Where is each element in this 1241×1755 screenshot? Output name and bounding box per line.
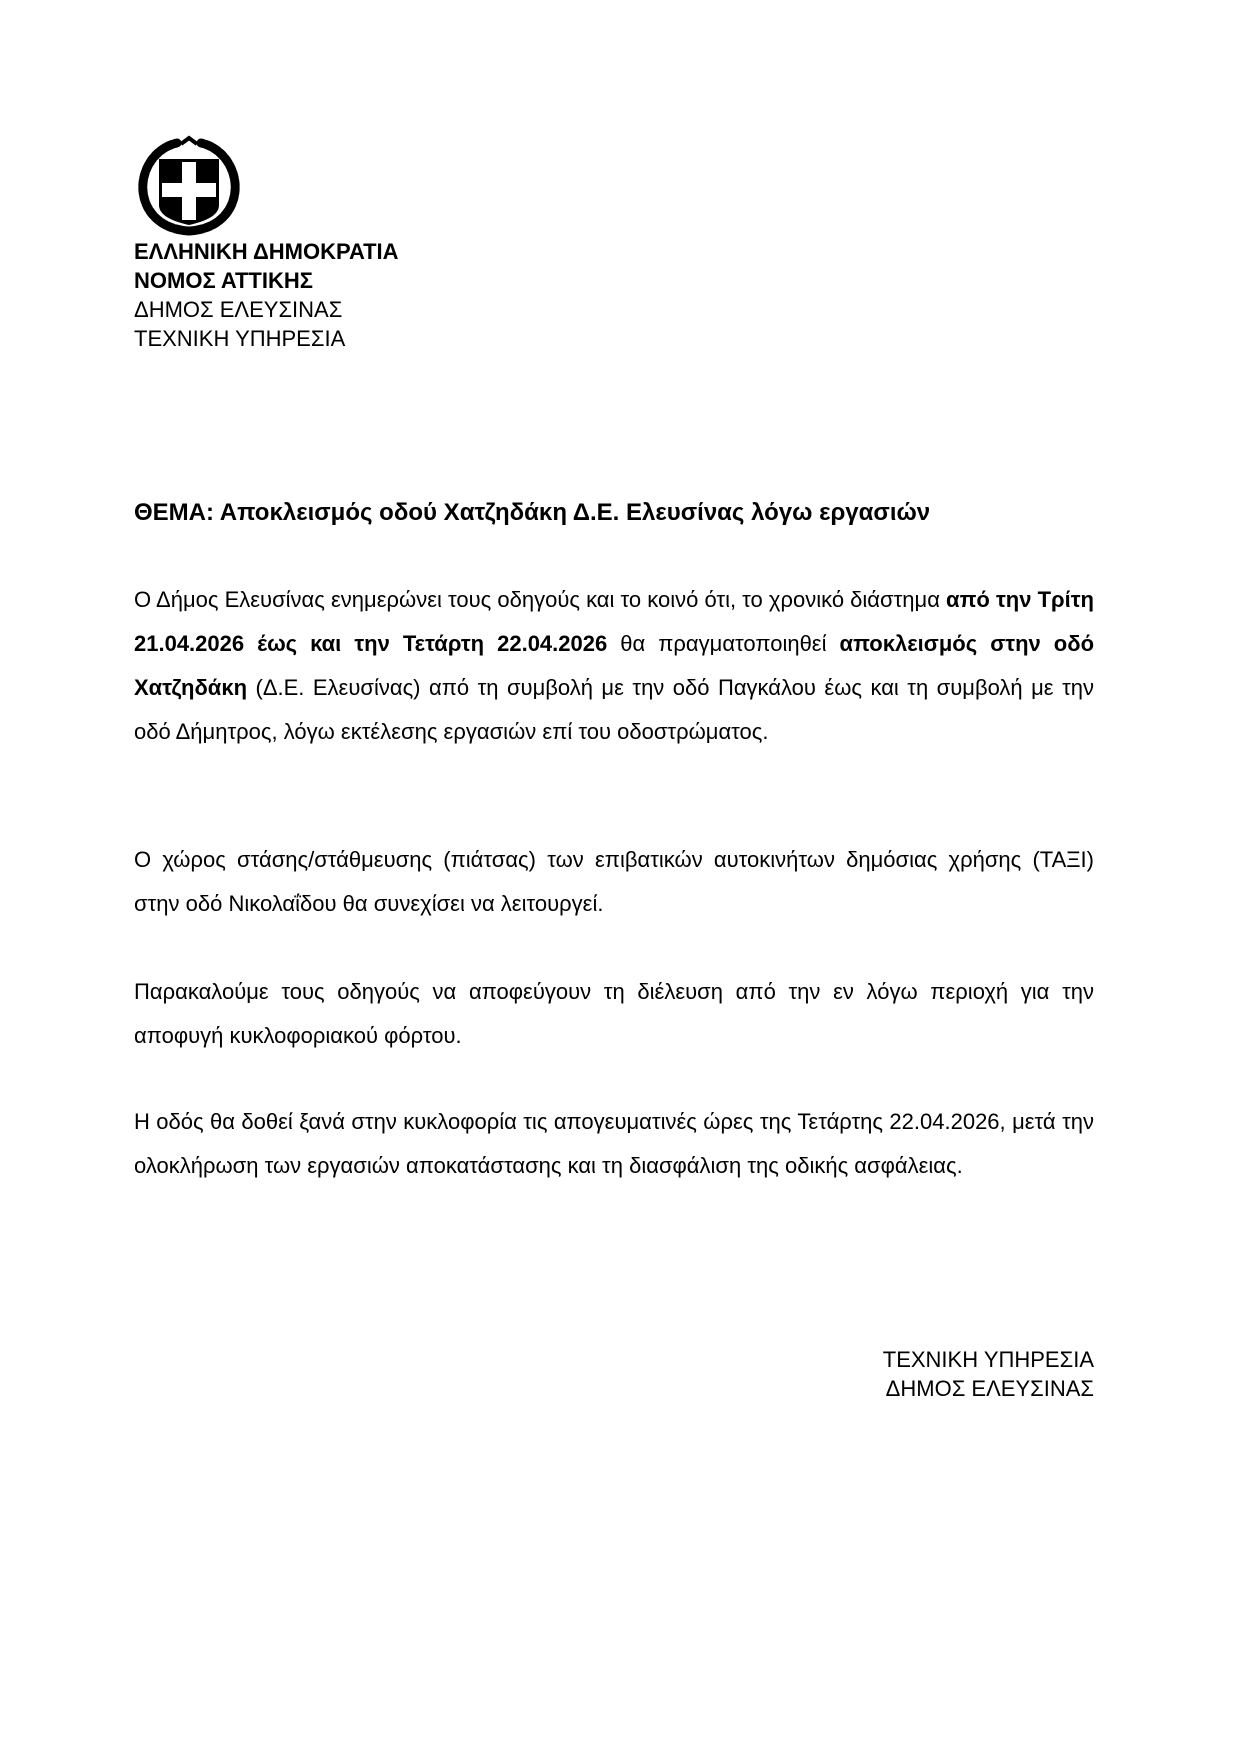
signature-municipality: ΔΗΜΟΣ ΕΛΕΥΣΙΝΑΣ bbox=[885, 1376, 1094, 1401]
subject-heading: ΘΕΜΑ: Αποκλεισμός οδού Χατζηδάκη Δ.Ε. Ελευσίνας λόγω εργασιών bbox=[134, 499, 931, 526]
signature-department: ΤΕΧΝΙΚΗ ΥΠΗΡΕΣΙΑ bbox=[882, 1347, 1094, 1372]
closure-dates: από την Τρίτη 21.04.2026 έως και την Τετάρτη 22.04.2026 bbox=[134, 587, 1094, 656]
paragraph-text: Ο Δήμος Ελευσίνας ενημερώνει τους οδηγούς και το κοινό ότι, το χρονικό διάστημα bbox=[134, 587, 947, 612]
letterhead bbox=[134, 237, 399, 353]
letterhead-country: ΕΛΛΗΝΙΚΗ ΔΗΜΟΚΡΑΤΙΑ bbox=[134, 239, 399, 264]
letterhead-prefecture: ΝΟΜΟΣ ΑΤΤΙΚΗΣ bbox=[134, 268, 313, 293]
greek-coat-of-arms-icon bbox=[137, 135, 241, 239]
letterhead-municipality: ΔΗΜΟΣ ΕΛΕΥΣΙΝΑΣ bbox=[134, 297, 343, 322]
paragraph-taxi-stand: Ο χώρος στάσης/στάθμευσης (πιάτσας) των επιβατικών αυτοκινήτων δημόσιας χρήσης (ΤΑΞΙ) στην οδό Νικολαΐδου θα συνεχίσει να λειτουργεί. bbox=[134, 847, 1094, 916]
paragraph-closure-notice bbox=[134, 578, 1094, 754]
paragraph-text: θα πραγματοποιηθεί bbox=[607, 631, 840, 656]
paragraph-reopening: Η οδός θα δοθεί ξανά στην κυκλοφορία τις απογευματινές ώρες της Τετάρτης 22.04.2026, μετά την ολοκλήρωση των εργασιών αποκατάστασης και τη διασφάλιση της οδικής ασφάλειας. bbox=[134, 1109, 1094, 1178]
paragraph-text: (Δ.Ε. Ελευσίνας) από τη συμβολή με την οδό Παγκάλου έως και τη συμβολή με την οδό Δήμητρος, λόγω εκτέλεσης εργασιών επί του οδοστρώματος. bbox=[134, 675, 1094, 744]
closure-street: αποκλεισμός στην οδό Χατζηδάκη bbox=[134, 631, 1095, 700]
paragraph-request: Παρακαλούμε τους οδηγούς να αποφεύγουν τη διέλευση από την εν λόγω περιοχή για την αποφυγή κυκλοφοριακού φόρτου. bbox=[134, 979, 1094, 1048]
signature-block bbox=[883, 1345, 1094, 1403]
letterhead-department: ΤΕΧΝΙΚΗ ΥΠΗΡΕΣΙΑ bbox=[134, 326, 346, 351]
